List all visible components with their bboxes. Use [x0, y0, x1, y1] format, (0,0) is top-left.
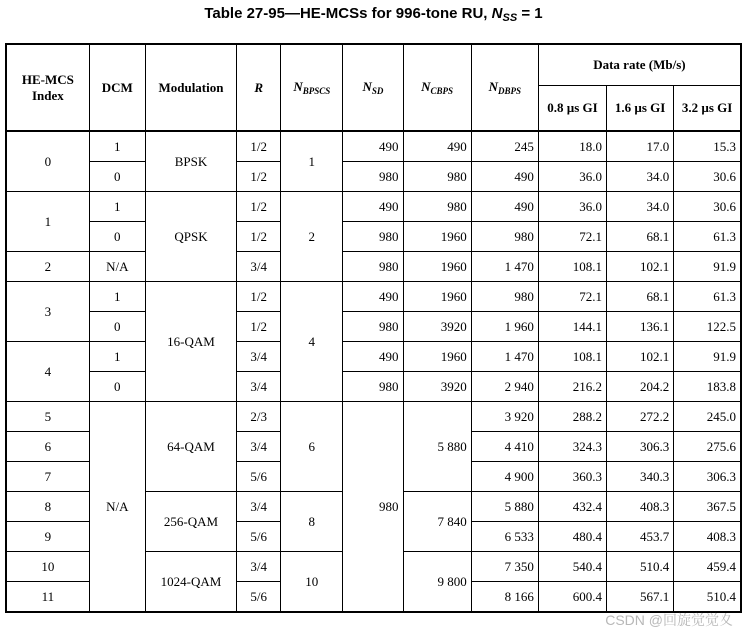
cell-dcm: 0	[89, 372, 145, 402]
cell-gi08: 600.4	[538, 582, 606, 613]
table-row	[6, 402, 741, 432]
cell-r: 1/2	[237, 192, 281, 222]
cell-dcm: 1	[89, 342, 145, 372]
cell-r: 3/4	[237, 492, 281, 522]
cell-nsd: 490	[343, 342, 403, 372]
header-modulation: Modulation	[145, 44, 236, 131]
table-caption	[0, 5, 747, 24]
cell-gi16: 510.4	[607, 552, 674, 582]
cell-nsd: 980	[343, 162, 403, 192]
cell-modulation: 1024-QAM	[145, 552, 236, 613]
cell-gi08: 144.1	[538, 312, 606, 342]
cell-dcm: 0	[89, 312, 145, 342]
cell-ncbps: 1960	[403, 342, 471, 372]
cell-gi32: 408.3	[674, 522, 741, 552]
cell-r: 3/4	[237, 372, 281, 402]
cell-ndbps: 4 410	[471, 432, 538, 462]
cell-nbpscs: 2	[281, 192, 343, 282]
cell-ndbps: 8 166	[471, 582, 538, 613]
cell-ncbps: 1960	[403, 282, 471, 312]
cell-gi16: 34.0	[607, 162, 674, 192]
cell-gi32: 275.6	[674, 432, 741, 462]
cell-ndbps: 490	[471, 192, 538, 222]
cell-gi08: 288.2	[538, 402, 606, 432]
cell-gi32: 245.0	[674, 402, 741, 432]
cell-dcm: N/A	[89, 252, 145, 282]
cell-gi16: 453.7	[607, 522, 674, 552]
cell-nbpscs: 1	[281, 131, 343, 192]
header-gi-32: 3.2 µs GI	[674, 86, 741, 132]
cell-gi08: 36.0	[538, 162, 606, 192]
cell-gi08: 36.0	[538, 192, 606, 222]
cell-mcs: 3	[6, 282, 89, 342]
cell-ncbps: 5 880	[403, 402, 471, 492]
cell-ndbps: 3 920	[471, 402, 538, 432]
cell-r: 5/6	[237, 522, 281, 552]
cell-gi32: 459.4	[674, 552, 741, 582]
cell-ndbps: 1 470	[471, 252, 538, 282]
cell-mcs: 8	[6, 492, 89, 522]
table-row	[6, 312, 741, 342]
cell-ndbps: 5 880	[471, 492, 538, 522]
cell-dcm: N/A	[89, 402, 145, 613]
cell-r: 3/4	[237, 432, 281, 462]
cell-gi32: 510.4	[674, 582, 741, 613]
table-row	[6, 131, 741, 162]
mcs-table	[5, 43, 742, 613]
table-row	[6, 192, 741, 222]
cell-mcs: 10	[6, 552, 89, 582]
header-ncbps: $N_{CBPS}$	[403, 44, 471, 131]
cell-dcm: 1	[89, 131, 145, 162]
cell-ncbps: 980	[403, 192, 471, 222]
cell-ndbps: 2 940	[471, 372, 538, 402]
cell-r: 1/2	[237, 312, 281, 342]
cell-dcm: 1	[89, 192, 145, 222]
cell-gi16: 567.1	[607, 582, 674, 613]
cell-gi16: 102.1	[607, 342, 674, 372]
cell-dcm: 1	[89, 282, 145, 312]
cell-gi32: 122.5	[674, 312, 741, 342]
header-data-rate: Data rate (Mb/s)	[538, 44, 741, 86]
cell-gi08: 72.1	[538, 282, 606, 312]
cell-r: 5/6	[237, 582, 281, 613]
cell-ncbps: 9 800	[403, 552, 471, 613]
cell-r: 3/4	[237, 552, 281, 582]
table-row	[6, 222, 741, 252]
header-ndbps: $N_{DBPS}$	[471, 44, 538, 131]
cell-gi08: 480.4	[538, 522, 606, 552]
cell-ndbps: 980	[471, 222, 538, 252]
cell-mcs: 0	[6, 131, 89, 192]
cell-gi16: 34.0	[607, 192, 674, 222]
cell-ndbps: 4 900	[471, 462, 538, 492]
cell-ndbps: 1 960	[471, 312, 538, 342]
cell-gi08: 540.4	[538, 552, 606, 582]
cell-mcs: 7	[6, 462, 89, 492]
cell-modulation: BPSK	[145, 131, 236, 192]
cell-gi16: 408.3	[607, 492, 674, 522]
cell-gi32: 15.3	[674, 131, 741, 162]
cell-modulation: 16-QAM	[145, 282, 236, 402]
caption-var: N	[491, 5, 503, 22]
cell-mcs: 11	[6, 582, 89, 613]
cell-gi08: 72.1	[538, 222, 606, 252]
cell-r: 1/2	[237, 222, 281, 252]
cell-gi08: 18.0	[538, 131, 606, 162]
table-row	[6, 372, 741, 402]
cell-gi32: 61.3	[674, 282, 741, 312]
cell-mcs: 4	[6, 342, 89, 402]
cell-gi08: 108.1	[538, 252, 606, 282]
cell-nbpscs: 10	[281, 552, 343, 613]
cell-gi16: 68.1	[607, 282, 674, 312]
cell-ncbps: 490	[403, 131, 471, 162]
cell-ncbps: 3920	[403, 372, 471, 402]
cell-r: 2/3	[237, 402, 281, 432]
header-gi-16: 1.6 µs GI	[607, 86, 674, 132]
cell-gi16: 68.1	[607, 222, 674, 252]
cell-mcs: 2	[6, 252, 89, 282]
cell-gi08: 324.3	[538, 432, 606, 462]
cell-r: 1/2	[237, 131, 281, 162]
header-nbpscs: $N_{BPSCS}$	[281, 44, 343, 131]
cell-gi16: 306.3	[607, 432, 674, 462]
cell-modulation: 256-QAM	[145, 492, 236, 552]
cell-nsd: 490	[343, 282, 403, 312]
header-nsd: $N_{SD}$	[343, 44, 403, 131]
cell-r: 3/4	[237, 342, 281, 372]
cell-gi32: 306.3	[674, 462, 741, 492]
cell-mcs: 1	[6, 192, 89, 252]
cell-ncbps: 1960	[403, 222, 471, 252]
cell-r: 1/2	[237, 282, 281, 312]
table-row	[6, 342, 741, 372]
cell-r: 5/6	[237, 462, 281, 492]
cell-gi16: 272.2	[607, 402, 674, 432]
cell-ndbps: 7 350	[471, 552, 538, 582]
header-mcs-index: HE-MCS Index	[6, 44, 89, 131]
watermark: CSDN @回旋觉觉夊	[605, 612, 733, 628]
cell-ncbps: 7 840	[403, 492, 471, 552]
cell-ndbps: 980	[471, 282, 538, 312]
cell-nsd: 980	[343, 372, 403, 402]
cell-gi32: 367.5	[674, 492, 741, 522]
cell-mcs: 9	[6, 522, 89, 552]
cell-dcm: 0	[89, 222, 145, 252]
cell-ndbps: 490	[471, 162, 538, 192]
cell-gi32: 61.3	[674, 222, 741, 252]
cell-nsd: 980	[343, 402, 403, 613]
header-r: R	[237, 44, 281, 131]
cell-gi08: 216.2	[538, 372, 606, 402]
cell-r: 1/2	[237, 162, 281, 192]
cell-ndbps: 6 533	[471, 522, 538, 552]
cell-gi32: 91.9	[674, 342, 741, 372]
caption-prefix: Table 27-95—HE-MCSs for 996-tone RU,	[204, 5, 492, 22]
cell-gi16: 136.1	[607, 312, 674, 342]
cell-ndbps: 245	[471, 131, 538, 162]
table-row	[6, 162, 741, 192]
cell-dcm: 0	[89, 162, 145, 192]
cell-gi32: 91.9	[674, 252, 741, 282]
cell-modulation: 64-QAM	[145, 402, 236, 492]
header-gi-08: 0.8 µs GI	[538, 86, 606, 132]
cell-nsd: 980	[343, 222, 403, 252]
cell-modulation: QPSK	[145, 192, 236, 282]
cell-ncbps: 3920	[403, 312, 471, 342]
cell-gi08: 108.1	[538, 342, 606, 372]
cell-r: 3/4	[237, 252, 281, 282]
caption-suffix: = 1	[517, 5, 543, 22]
cell-gi32: 30.6	[674, 162, 741, 192]
table-row	[6, 252, 741, 282]
cell-gi16: 340.3	[607, 462, 674, 492]
caption-var-sub: SS	[502, 12, 518, 24]
cell-gi16: 17.0	[607, 131, 674, 162]
cell-ncbps: 980	[403, 162, 471, 192]
cell-mcs: 6	[6, 432, 89, 462]
cell-gi32: 30.6	[674, 192, 741, 222]
cell-gi16: 102.1	[607, 252, 674, 282]
cell-mcs: 5	[6, 402, 89, 432]
cell-nsd: 980	[343, 252, 403, 282]
table-row	[6, 282, 741, 312]
cell-nbpscs: 6	[281, 402, 343, 492]
cell-gi32: 183.8	[674, 372, 741, 402]
cell-nsd: 490	[343, 131, 403, 162]
cell-ndbps: 1 470	[471, 342, 538, 372]
cell-nsd: 980	[343, 312, 403, 342]
cell-gi16: 204.2	[607, 372, 674, 402]
cell-gi08: 360.3	[538, 462, 606, 492]
cell-nsd: 490	[343, 192, 403, 222]
header-dcm: DCM	[89, 44, 145, 131]
cell-nbpscs: 4	[281, 282, 343, 402]
cell-ncbps: 1960	[403, 252, 471, 282]
cell-nbpscs: 8	[281, 492, 343, 552]
cell-gi08: 432.4	[538, 492, 606, 522]
